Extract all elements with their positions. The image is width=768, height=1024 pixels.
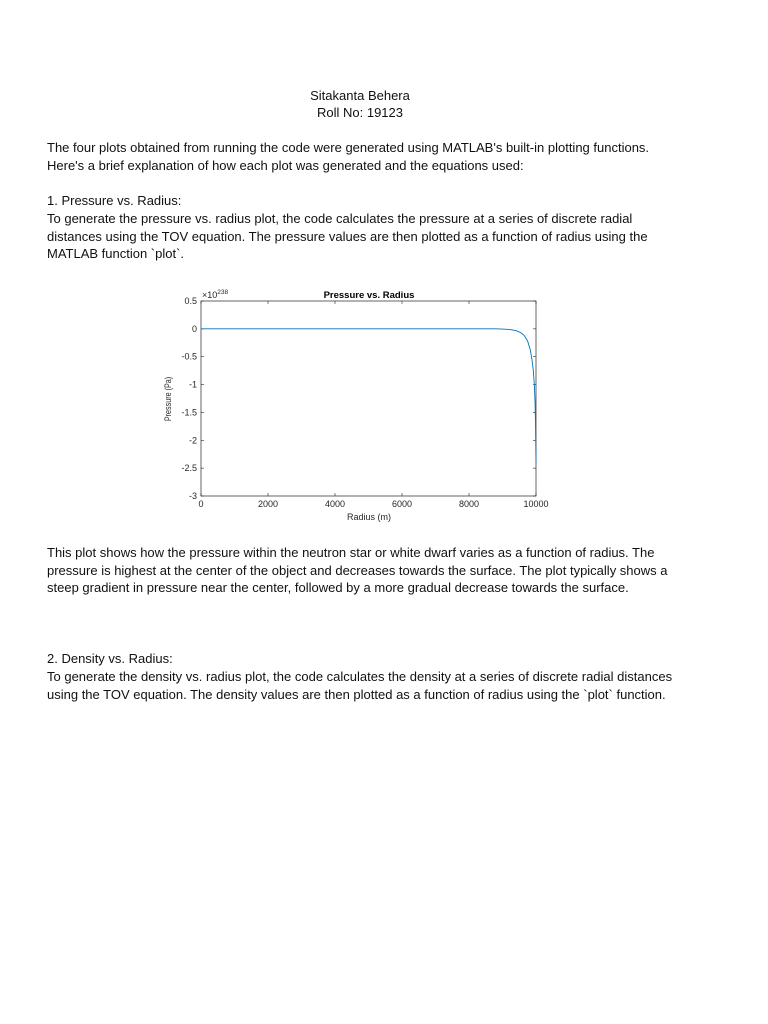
chart-canvas: [145, 283, 555, 523]
y-tick-label: 0.5: [184, 296, 197, 306]
author-name: Sitakanta Behera: [310, 88, 410, 103]
pressure-chart: [145, 283, 555, 523]
y-tick-label: -2.5: [181, 463, 197, 474]
y-axis-label: Pressure (Pa): [163, 376, 174, 422]
roll-number: Roll No: 19123: [317, 105, 403, 120]
section2-body: To generate the density vs. radius plot, the code calculates the density at a series of discrete radial distances using the TOV equation. The density values are then plotted as a function of radius using the `plot` function.: [47, 669, 673, 702]
section1-description: This plot shows how the pressure within the neutron star or white dwarf varies as a function of radius. The pressure is highest at the center of the object and decreases towards the surface. The plot typically shows a steep gradient in pressure near the center, followed by a more gradual decrease towards the surface.: [47, 545, 668, 596]
y-tick-label: -3: [188, 491, 197, 501]
chart-background: [145, 283, 555, 523]
section2-heading: 2. Density vs. Radius:: [47, 651, 173, 666]
y-tick-label: -2: [188, 435, 197, 446]
y-tick-label: 0: [191, 323, 197, 334]
y-tick-label: -1.5: [181, 407, 197, 418]
chart-title: Pressure vs. Radius: [323, 290, 415, 301]
x-tick-label: 8000: [458, 499, 480, 509]
x-tick-label: 4000: [324, 499, 346, 509]
section1-heading: 1. Pressure vs. Radius:: [47, 193, 182, 208]
x-tick-label: 10000: [523, 499, 549, 509]
x-tick-label: 6000: [391, 499, 413, 509]
y-tick-label: -1: [188, 379, 197, 390]
x-tick-label: 2000: [257, 499, 279, 509]
x-tick-label: 0: [198, 499, 204, 509]
exponent-power: 238: [217, 289, 229, 296]
exponent-base: ×10: [202, 290, 218, 300]
x-axis-label: Radius (m): [346, 512, 392, 522]
section1-body: To generate the pressure vs. radius plot, the code calculates the pressure at a series of discrete radial distances using the TOV equation. The pressure values are then plotted as a function of radius using the MATLAB function `plot`.: [47, 211, 648, 262]
y-tick-label: -0.5: [181, 351, 197, 362]
intro-paragraph: The four plots obtained from running the code were generated using MATLAB's built-in plotting functions. Here's a brief explanation of how each plot was generated and the equations used:: [47, 140, 650, 173]
